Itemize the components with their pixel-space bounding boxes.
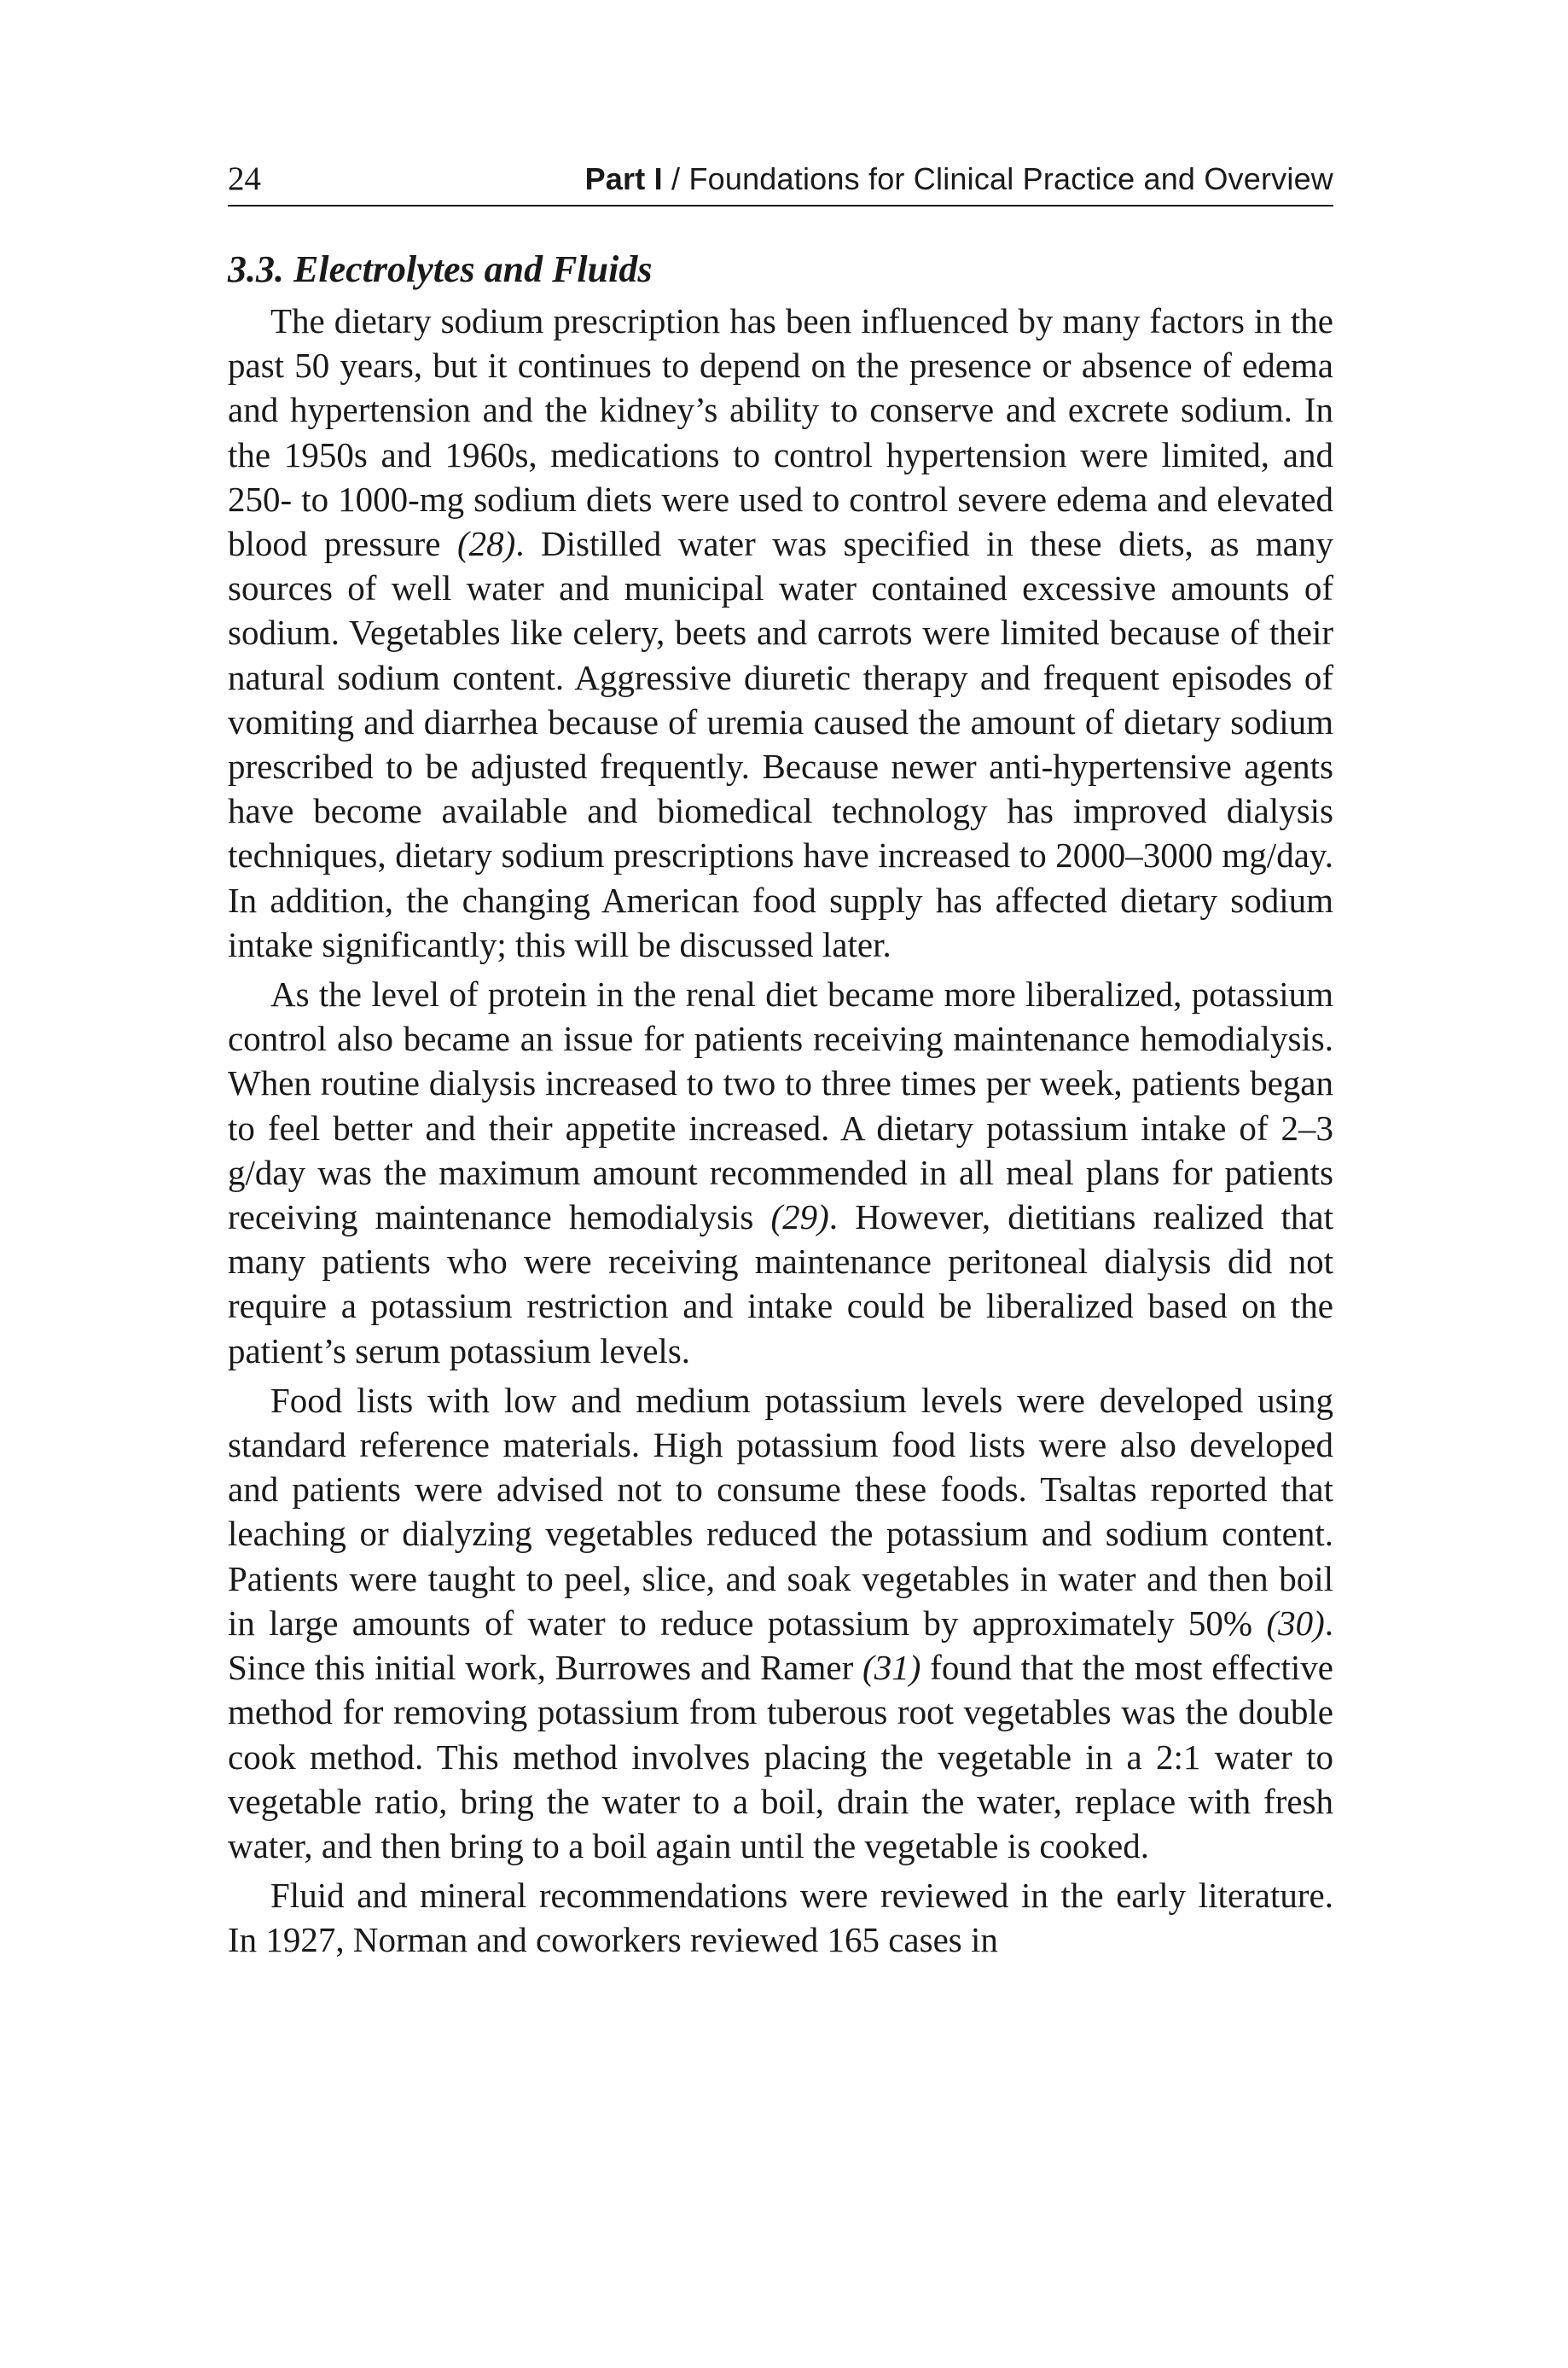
body-text <box>228 299 1333 1963</box>
section-heading: 3.3. Electrolytes and Fluids <box>228 248 653 290</box>
citation-30: (30) <box>1266 1603 1325 1643</box>
paragraph-fluid-mineral <box>228 1873 1333 1962</box>
citation-31: (31) <box>862 1648 921 1688</box>
citation-29: (29) <box>770 1197 829 1237</box>
book-page <box>228 159 1333 1963</box>
text-segment: Food lists with low and medium potassium levels were developed using standard reference materials. High potassium food lists were also developed and patients were advised not to consume these foods. Tsaltas reported that leaching or dialyzing vegetables reduced the potassium and sodium content. Patients were taught to peel, slice, and soak vegetables in water and then boil in large amounts of water to reduce potassium by approximately 50% <box>228 1380 1333 1643</box>
text-segment: Fluid and mineral recommendations were reviewed in the early literature. In 1927, Norman and coworkers reviewed 165 cases in <box>228 1876 1333 1960</box>
paragraph-sodium <box>228 299 1333 967</box>
running-head-title <box>585 159 1333 200</box>
part-label: Part I <box>584 161 663 196</box>
text-segment: As the level of protein in the renal diet became more liberalized, potassium control also became an issue for patients receiving maintenance hemodialysis. When routine dialysis increased to two to three times per week, patients began to feel better and their appetite increased. A dietary potassium intake of 2–3 g/day was the maximum amount recommended in all meal plans for patients receiving maintenance hemodialysis <box>228 975 1333 1237</box>
page-number: 24 <box>228 160 261 197</box>
text-segment: . However, dietitians realized that many patients who were receiving maintenance peritoneal dialysis did not require a potassium restriction and intake could be liberalized based on the patient’s serum potassium levels. <box>228 1197 1333 1370</box>
citation-28: (28) <box>456 524 516 564</box>
running-head <box>228 159 1333 207</box>
paragraph-food-lists <box>228 1378 1333 1868</box>
text-segment: The dietary sodium prescription has been influenced by many factors in the past 50 years, but it continues to depend on the presence or absence of edema and hypertension and the kidney’s ability to conserve and excrete sodium. In the 1950s and 1960s, medications to control hypertension were limited, and 250- to 1000-mg sodium diets were used to control severe edema and elevated blood pressure <box>228 301 1333 564</box>
paragraph-potassium-control <box>228 972 1333 1373</box>
header-title-text: Foundations for Clinical Practice and Overview <box>688 161 1333 196</box>
header-separator: / <box>662 161 689 196</box>
text-segment: . Distilled water was specified in these diets, as many sources of well water and municipal water contained excessive amounts of sodium. Vegetables like celery, beets and carrots were limited because of their natural sodium content. Aggressive diuretic therapy and frequent episodes of vomiting and diarrhea because of uremia caused the amount of dietary sodium prescribed to be adjusted frequently. Because newer anti-hypertensive agents have become available and biomedical technology has improved dialysis techniques, dietary sodium prescriptions have increased to 2000–3000 mg/day. In addition, the changing American food supply has affected dietary sodium intake significantly; this will be discussed later. <box>228 524 1333 964</box>
text-segment: found that the most effective method for removing potassium from tuberous root vegetables was the double cook method. This method involves placing the vegetable in a 2:1 water to vegetable ratio, bring the water to a boil, drain the water, replace with fresh water, and then bring to a boil again until the vegetable is cooked. <box>228 1648 1333 1865</box>
text-segment: . Since this initial work, Burrowes and Ramer <box>228 1603 1333 1688</box>
